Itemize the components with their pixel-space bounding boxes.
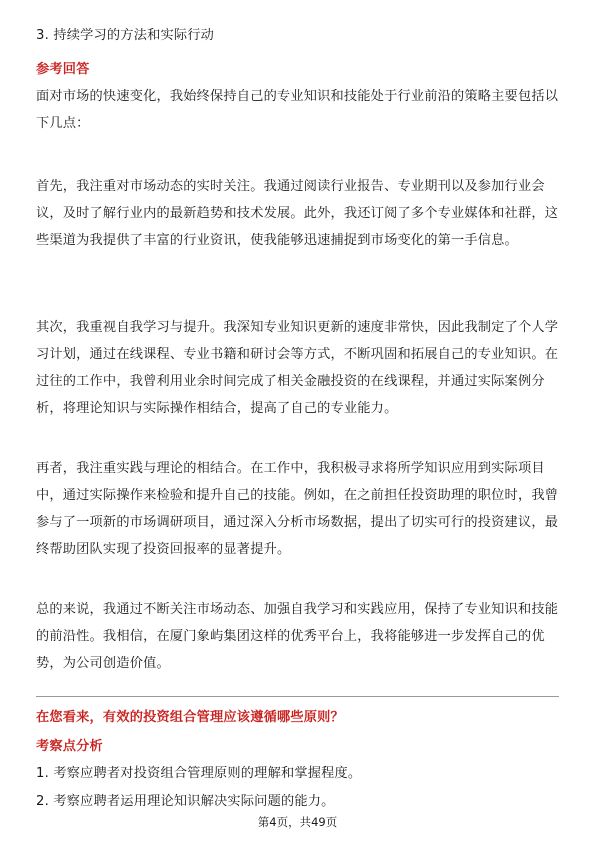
section-divider [36, 696, 559, 697]
section-heading: 3. 持续学习的方法和实际行动 [36, 28, 215, 43]
paragraph-second: 其次，我重视自我学习与提升。我深知专业知识更新的速度非常快，因此我制定了个人学习计划，通过在线课程、专业书籍和研讨会等方式，不断巩固和拓展自己的专业知识。在过往的工作中，我曾利用业余时间完成了相关金融投资的在线课程，并通过实际案例分析，将理论知识与实际操作相结合，提高了自己的专业能力。 [36, 320, 559, 416]
paragraph-first: 首先，我注重对市场动态的实时关注。我通过阅读行业报告、专业期刊以及参加行业会议，及时了解行业内的最新趋势和技术发展。此外，我还订阅了多个专业媒体和社群，这些渠道为我提供了丰富的行业资讯，使我能够迅速捕捉到市场变化的第一手信息。 [36, 179, 559, 248]
analysis-item: 2. 考察应聘者运用理论知识解决实际问题的能力。 [36, 794, 335, 809]
page-footer: 第4页，共49页 [257, 815, 338, 829]
analysis-label: 考察点分析 [36, 739, 103, 754]
paragraph-summary: 总的来说，我通过不断关注市场动态、加强自我学习和实践应用，保持了专业知识和技能的前沿性。我相信，在厦门象屿集团这样的优秀平台上，我将能够进一步发挥自己的优势，为公司创造价值。 [36, 602, 559, 671]
analysis-item: 1. 考察应聘者对投资组合管理原则的理解和掌握程度。 [36, 766, 362, 781]
paragraph-third: 再者，我注重实践与理论的相结合。在工作中，我积极寻求将所学知识应用到实际项目中，通过实际操作来检验和提升自己的技能。例如，在之前担任投资助理的职位时，我曾参与了一项新的市场调研项目，通过深入分析市场数据，提出了切实可行的投资建议，最终帮助团队实现了投资回报率的显著提升。 [36, 461, 559, 557]
answer-label: 参考回答 [36, 62, 90, 77]
question-heading: 在您看来，有效的投资组合管理应该遵循哪些原则？ [36, 710, 344, 725]
intro-paragraph: 面对市场的快速变化，我始终保持自己的专业知识和技能处于行业前沿的策略主要包括以下几点： [36, 89, 559, 131]
